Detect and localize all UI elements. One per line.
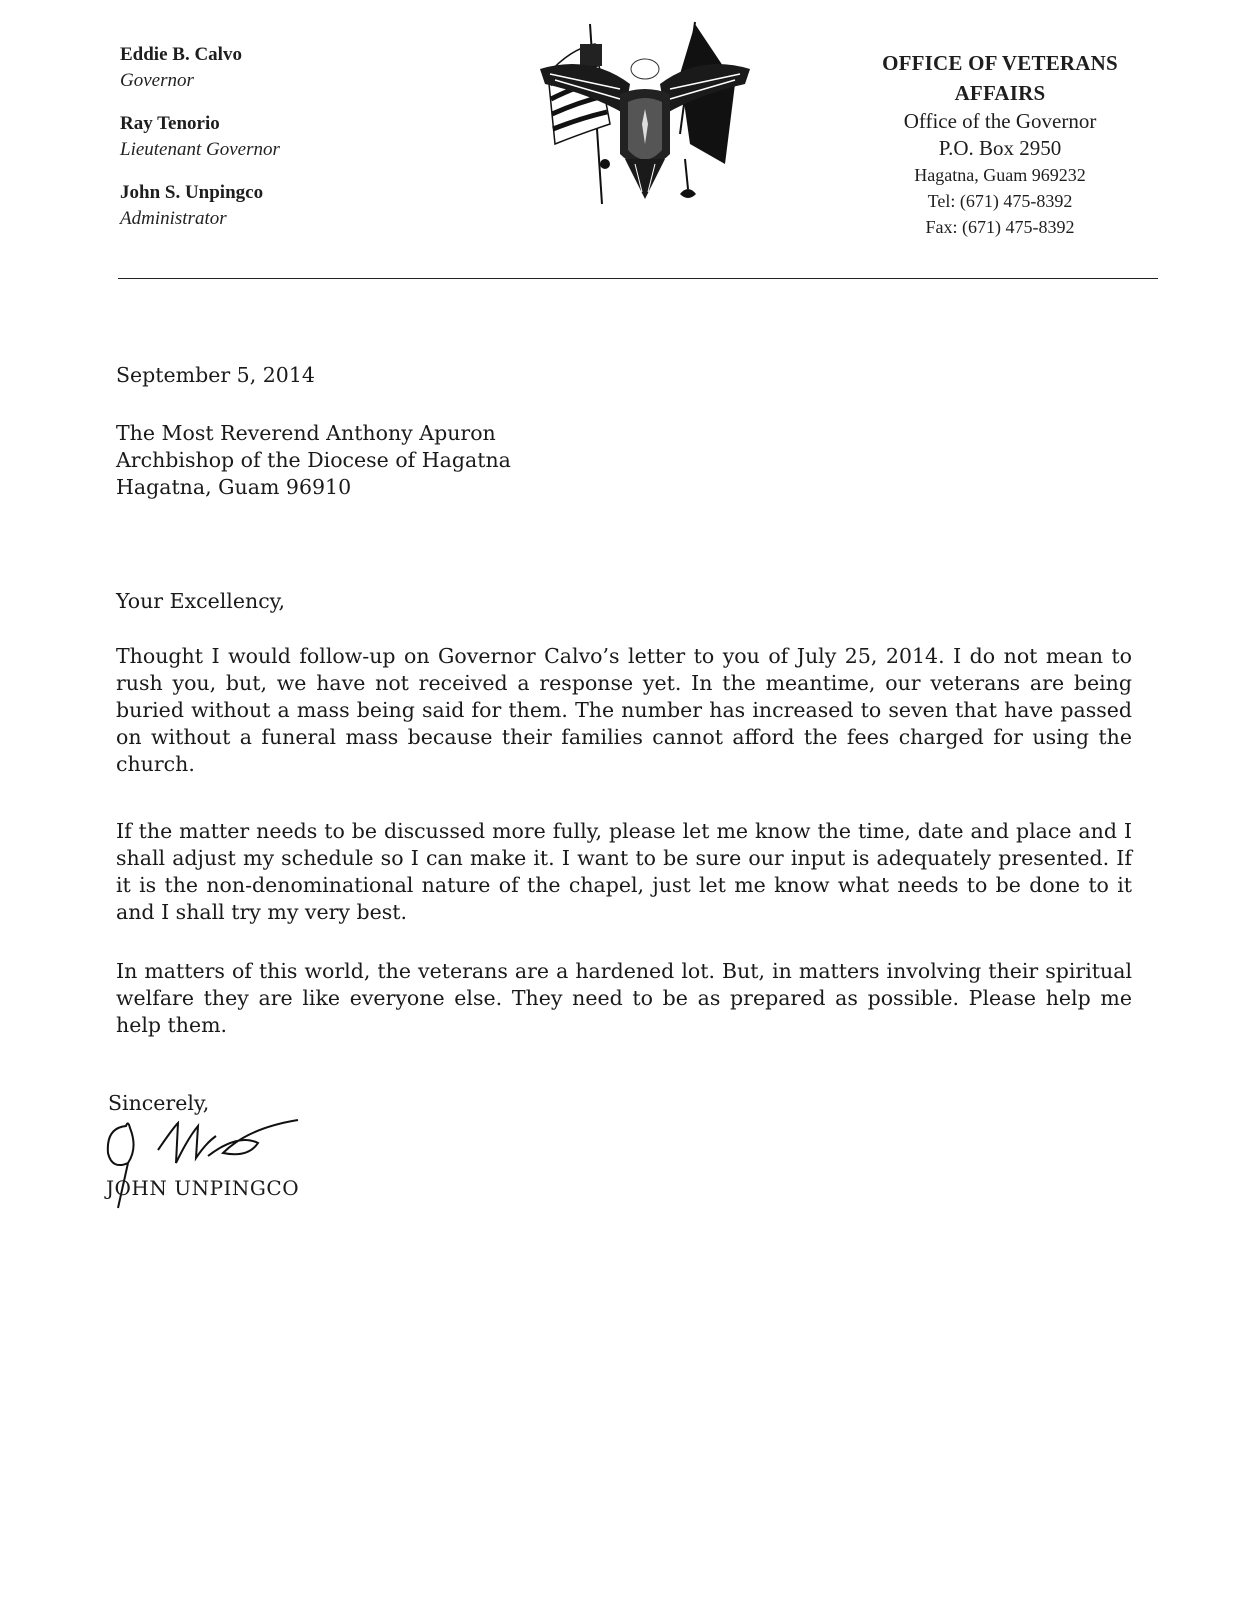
recipient-address [116, 420, 1132, 501]
official-administrator [120, 180, 280, 232]
paragraph: If the matter needs to be discussed more fully, please let me know the time, date and place and I shall adjust my schedule so I can make it. I want to be sure our input is adequately presented. If it is the non-denominational nature of the chapel, just let me know what needs to be done to it and I shall try my very best. [116, 819, 1132, 924]
office-tel: Tel: (671) 475-8392 [927, 191, 1073, 211]
official-title: Governor [120, 70, 194, 91]
closing: Sincerely, [108, 1091, 210, 1115]
official-lt-governor [120, 111, 280, 163]
office-po-box: P.O. Box 2950 [938, 136, 1062, 160]
office-fax: Fax: (671) 475-8392 [925, 217, 1075, 237]
official-name: Ray Tenorio [120, 113, 220, 134]
office-name: OFFICE OF VETERANS AFFAIRS [882, 51, 1118, 105]
signer-name: JOHN UNPINGCO [106, 1176, 300, 1200]
official-title: Lieutenant Governor [120, 139, 280, 160]
official-name: John S. Unpingco [120, 182, 264, 203]
official-name: Eddie B. Calvo [120, 44, 242, 65]
paragraph: Thought I would follow-up on Governor Calvo’s letter to you of July 25, 2014. I do not mean to rush you, but, we have not received a response yet. In the meantime, our veterans are being buried without a mass being said for them. The number has increased to seven that have passed on without a funeral mass because their families cannot afford the fees charged for using the church. [116, 644, 1132, 776]
office-city: Hagatna, Guam 969232 [914, 165, 1086, 185]
letter-date: September 5, 2014 [116, 363, 315, 387]
letterhead-officials [120, 42, 280, 249]
official-governor [120, 42, 280, 94]
recipient-line: Hagatna, Guam 96910 [116, 475, 352, 499]
handwritten-signature-icon [98, 1108, 308, 1218]
paragraph: In matters of this world, the veterans are a hardened lot. But, in matters involving their spiritual welfare they are like everyone else. They need to be as prepared as possible. Please help me help them. [116, 959, 1132, 1037]
office-subtitle: Office of the Governor [903, 109, 1097, 133]
recipient-line: The Most Reverend Anthony Apuron [116, 421, 496, 445]
salutation: Your Excellency, [116, 589, 286, 613]
office-block [840, 48, 1160, 240]
recipient-line: Archbishop of the Diocese of Hagatna [116, 448, 511, 472]
letterhead-divider [118, 278, 1158, 279]
guam-eagle-seal-icon [520, 14, 770, 214]
official-title: Administrator [120, 208, 227, 229]
